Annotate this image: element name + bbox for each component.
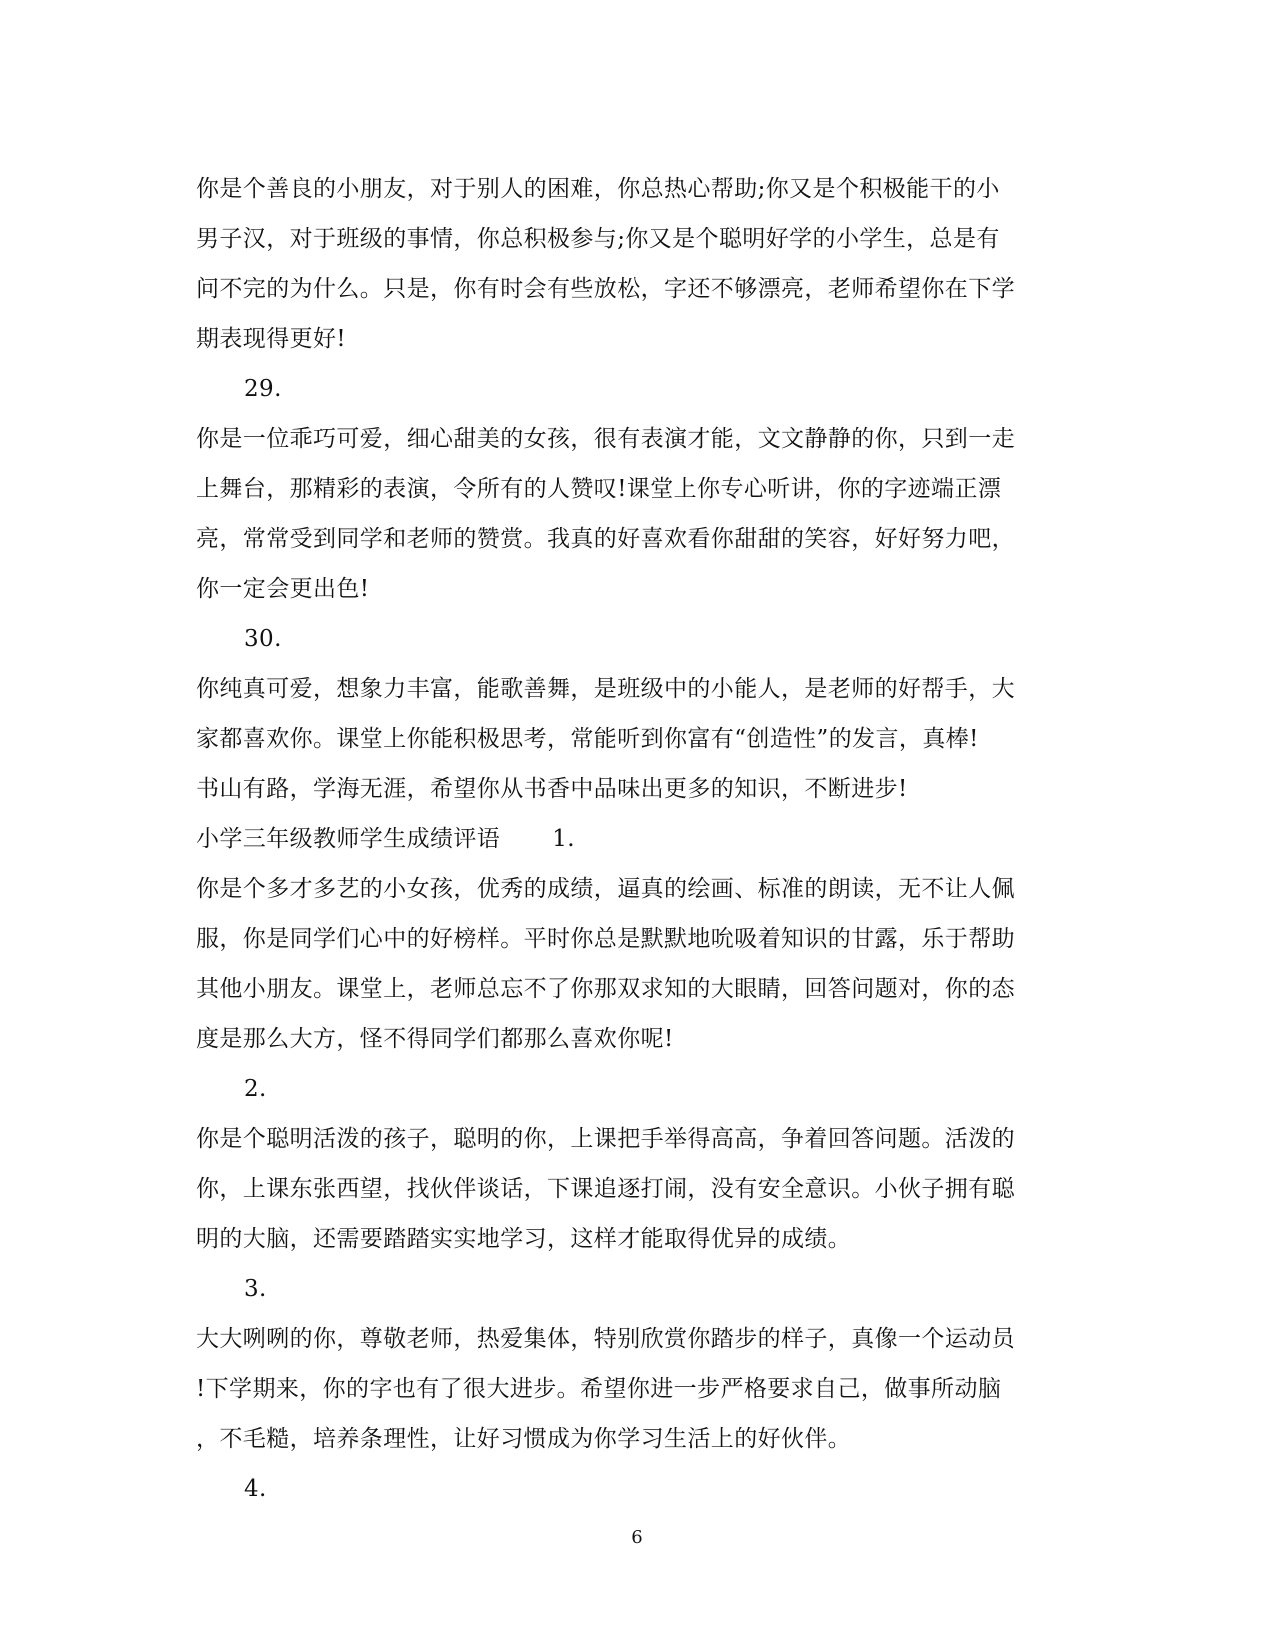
text-line: 你，上课东张西望，找伙伴谈话，下课追逐打闹，没有安全意识。小伙子拥有聪 [196,1176,1015,1202]
text-line: 明的大脑，还需要踏踏实实地学习，这样才能取得优异的成绩。 [196,1226,852,1252]
text-line: 你一定会更出色! [196,576,370,602]
item-number: 3. [244,1276,267,1302]
text-line: 你是个聪明活泼的孩子，聪明的你，上课把手举得高高，争着回答问题。活泼的 [196,1126,1015,1152]
section-heading [196,814,1076,864]
text-line: 上舞台，那精彩的表演，令所有的人赞叹!课堂上你专心听讲，你的字迹端正漂 [196,476,1002,502]
text-line: 服，你是同学们心中的好榜样。平时你总是默默地吮吸着知识的甘露，乐于帮助 [196,926,1015,952]
text-line: !下学期来，你的字也有了很大进步。希望你进一步严格要求自己，做事所动脑 [196,1376,1002,1402]
text-line: 你纯真可爱，想象力丰富，能歌善舞，是班级中的小能人，是老师的好帮手，大 [196,676,1015,702]
text-line: 书山有路，学海无涯，希望你从书香中品味出更多的知识，不断进步! [196,776,908,802]
text-line: 度是那么大方，怪不得同学们都那么喜欢你呢! [196,1026,674,1052]
text-line: 你是个善良的小朋友，对于别人的困难，你总热心帮助;你又是个积极能干的小 [196,176,1000,202]
text-line: 男子汉，对于班级的事情，你总积极参与;你又是个聪明好学的小学生，总是有 [196,226,1000,252]
item-number: 30. [244,626,282,652]
text-line: 亮，常常受到同学和老师的赞赏。我真的好喜欢看你甜甜的笑容，好好努力吧， [196,526,1015,552]
section-heading-number: 1. [552,826,575,852]
text-line: 大大咧咧的你，尊敬老师，热爱集体，特别欣赏你踏步的样子，真像一个运动员 [196,1326,1015,1352]
item-number: 4. [244,1476,267,1502]
section-heading-text: 小学三年级教师学生成绩评语 [196,826,501,852]
item-number: 2. [244,1076,267,1102]
text-line: 家都喜欢你。课堂上你能积极思考，常能听到你富有“创造性”的发言，真棒! [196,726,979,752]
text-line: 其他小朋友。课堂上，老师总忘不了你那双求知的大眼睛，回答问题对，你的态 [196,976,1015,1002]
text-line: 问不完的为什么。只是，你有时会有些放松，字还不够漂亮，老师希望你在下学 [196,276,1015,302]
text-line: 你是个多才多艺的小女孩，优秀的成绩，逼真的绘画、标准的朗读，无不让人佩 [196,876,1015,902]
text-line: 期表现得更好! [196,326,347,352]
text-line: ，不毛糙，培养条理性，让好习惯成为你学习生活上的好伙伴。 [196,1426,852,1452]
page-number: 6 [631,1527,643,1548]
item-number: 29. [244,376,282,402]
text-line: 你是一位乖巧可爱，细心甜美的女孩，很有表演才能，文文静静的你，只到一走 [196,426,1015,452]
document-body [196,164,1076,1514]
